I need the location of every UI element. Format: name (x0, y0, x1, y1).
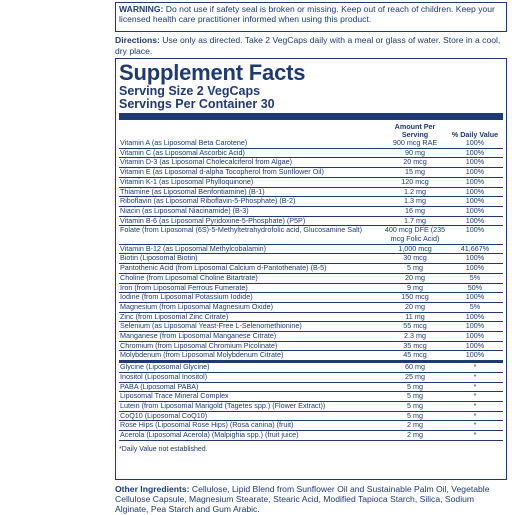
nutrient-name: Thiamine (as Liposomal Benfontiamine) (B-1) (120, 187, 265, 196)
nutrient-amount: 400 mcg DFE (235 mcg Folic Acid) (384, 225, 446, 244)
nutrient-amount: 11 mg (405, 311, 425, 321)
nutrient-name: Iron (from Liposomal Ferrous Fumerate) (120, 283, 248, 292)
thick-divider (119, 113, 503, 120)
nutrient-name: Folate (from Liposomal (6S)-5-Methyltetrahydrofolic acid, Glucosamine Salt) (120, 226, 363, 235)
nutrient-name: Zinc (from Liposomal Zinc Citrate) (120, 312, 229, 321)
nutrient-row (119, 148, 503, 158)
facts-header-row (119, 120, 503, 139)
nutrient-row (119, 187, 503, 197)
nutrient-name: Vitamin C (as Liposomal Ascorbic Acid) (120, 148, 245, 157)
other-ingredient-rows (119, 363, 503, 440)
other-ingredients-text: Cellulose, Lipid Blend from Sunflower Oil and Sustainable Palm Oil, Vegetable Cellulose Capsule, Magnesium Stearate, Stearic Acid, Modified Tapioca Starch, Silica, Sodium Alginate, Pea Starch and Gum Arabic. (115, 484, 490, 515)
nutrient-row (119, 157, 503, 167)
nutrient-name: Liposomal Trace Mineral Complex (120, 392, 229, 401)
other-ingredients-block (115, 484, 509, 515)
nutrient-name: Choline (from Liposomal Choline Bitartrate) (120, 273, 258, 282)
nutrient-row (119, 302, 503, 312)
nutrient-amount: 900 mcg RAE (392, 138, 438, 147)
nutrient-daily-value: 100% (465, 321, 485, 331)
nutrient-name: Molybdenum (from Liposomal Molybdenum Citrate) (120, 351, 284, 360)
nutrient-daily-value: 100% (465, 157, 485, 167)
nutrient-daily-value: * (473, 371, 477, 381)
nutrient-daily-value: 100% (465, 331, 485, 341)
directions-text: Use only as directed. Take 2 VegCaps daily with a meal or glass of water. Store in a cool, dry place. (115, 35, 501, 56)
nutrient-name: Biotin (Liposomal Biotin) (120, 254, 198, 263)
nutrient-name: Acerola (Liposomal Acerola) (Malpighia spp.) (fruit juice) (120, 431, 299, 440)
nutrient-row (119, 363, 503, 372)
nutrient-row (119, 177, 503, 187)
nutrient-daily-value: 41,667% (460, 243, 490, 253)
nutrient-daily-value: 100% (465, 205, 485, 215)
nutrient-amount: 60 mg (405, 362, 425, 372)
nutrient-amount: 20 mcg (403, 157, 427, 167)
nutrient-amount: 30 mcg (403, 253, 427, 263)
servings-per-container: Servings Per Container 30 (119, 97, 275, 111)
directions-label: Directions: (115, 35, 160, 45)
nutrient-name: Vitamin A (as Liposomal Beta Carotene) (120, 139, 248, 147)
nutrient-name: Magnesium (from Liposomal Magnesium Oxide) (120, 302, 273, 311)
nutrient-amount: 20 mg (405, 272, 425, 282)
nutrient-daily-value: * (473, 381, 477, 391)
nutrient-name: Vitamin K-1 (as Liposomal Phylloquinone) (120, 177, 254, 186)
nutrient-amount: 55 mcg (403, 321, 427, 331)
nutrient-daily-value: 100% (465, 147, 485, 157)
nutrient-row (119, 350, 503, 360)
nutrient-amount: 1.7 mg (404, 215, 426, 225)
nutrient-daily-value: 100% (465, 225, 485, 235)
warning-text: Do not use if safety seal is broken or missing. Keep out of reach of children. Keep your licensed health care practitioner informed when using this product. (119, 4, 495, 24)
nutrient-amount: 20 mg (405, 301, 425, 311)
nutrient-row (119, 216, 503, 226)
nutrient-name: Inositol (Liposomal Inositol) (120, 372, 208, 381)
nutrient-name: CoQ10 (Liposomal CoQ10) (120, 411, 208, 420)
nutrient-name: Lutein (from Liposomal Marigold (Tagetes spp.) (Flower Extract)) (120, 401, 326, 410)
nutrient-amount: 16 mg (405, 205, 425, 215)
nutrient-daily-value: * (473, 362, 477, 372)
nutrient-amount: 1.2 mg (404, 186, 426, 196)
nutrient-amount: 5 mg (407, 391, 423, 401)
nutrient-row (119, 283, 503, 293)
nutrient-amount: 5 mg (407, 400, 423, 410)
nutrient-name: Glycine (Liposomal Glycine) (120, 363, 210, 372)
nutrient-amount: 120 mcg (401, 176, 429, 186)
nutrient-row (119, 411, 503, 421)
nutrient-amount: 2 mg (407, 420, 423, 430)
nutrient-amount: 9 mg (407, 282, 423, 292)
nutrient-row (119, 225, 503, 243)
nutrient-name: Vitamin D-3 (as Liposomal Cholecalciferol from Algae) (120, 158, 293, 167)
nutrient-daily-value: 100% (465, 340, 485, 350)
nutrient-daily-value: 50% (467, 282, 483, 292)
nutrient-daily-value: 100% (465, 253, 485, 263)
nutrient-daily-value: 100% (465, 263, 485, 273)
nutrient-daily-value: * (473, 400, 477, 410)
nutrient-daily-value: 100% (465, 167, 485, 177)
nutrient-row (119, 382, 503, 392)
nutrient-amount: 1.3 mg (404, 196, 426, 206)
daily-value-footnote: *Daily Value not established. (119, 440, 503, 454)
amount-column-header: Amount Per Serving (394, 122, 436, 139)
nutrient-row (119, 321, 503, 331)
nutrient-name: Selenium (as Liposomal Yeast-Free L-Selenomethionine) (120, 322, 302, 331)
supplement-facts-title: Supplement Facts (119, 60, 306, 85)
nutrient-row (119, 391, 503, 401)
nutrient-row (119, 196, 503, 206)
nutrient-amount: 1,000 mcg (398, 243, 432, 253)
nutrient-daily-value: 100% (465, 138, 485, 147)
nutrient-name: Vitamin B-6 (as Liposomal Pyridoxine-5-Phosphate) (P5P) (120, 216, 306, 225)
nutrient-daily-value: * (473, 410, 477, 420)
nutrient-row (119, 420, 503, 430)
nutrient-daily-value: 100% (465, 176, 485, 186)
nutrient-row (119, 312, 503, 322)
nutrient-name: Chromium (from Liposomal Chromium Picolinate) (120, 341, 278, 350)
nutrient-row (119, 253, 503, 263)
nutrient-daily-value: 100% (465, 196, 485, 206)
nutrient-daily-value: 5% (469, 301, 481, 311)
nutrient-amount: 35 mcg (403, 340, 427, 350)
nutrient-row (119, 331, 503, 341)
nutrient-amount: 2 mg (407, 430, 423, 440)
nutrient-row (119, 263, 503, 273)
nutrient-name: Vitamin E (as Liposomal d-alpha Tocopherol from Sunflower Oil) (120, 168, 324, 177)
nutrient-row (119, 139, 503, 148)
daily-value-column-header: % Daily Value (451, 130, 499, 139)
nutrient-amount: 5 mg (407, 381, 423, 391)
nutrient-name: Vitamin B-12 (as Liposomal Methylcobalamin) (120, 244, 267, 253)
nutrient-name: Riboflavin (as Liposomal Riboflavin-5-Phosphate) (B-2) (120, 197, 296, 206)
nutrient-name: Iodine (from Liposomal Potassium Iodide) (120, 293, 253, 302)
nutrient-daily-value: 100% (465, 292, 485, 302)
nutrient-row (119, 372, 503, 382)
nutrient-amount: 150 mcg (401, 292, 429, 302)
nutrient-amount: 15 mg (405, 167, 425, 177)
nutrient-row (119, 273, 503, 283)
nutrient-amount: 2.3 mg (404, 331, 426, 341)
nutrient-daily-value: 100% (465, 215, 485, 225)
nutrient-row (119, 430, 503, 440)
nutrient-daily-value: 100% (465, 350, 485, 360)
nutrient-amount: 5 mg (407, 410, 423, 420)
nutrient-name: Manganese (from Liposomal Manganese Citrate) (120, 332, 277, 341)
nutrient-row (119, 341, 503, 351)
vitamin-rows (119, 139, 503, 360)
nutrient-row (119, 401, 503, 411)
warning-box (115, 2, 507, 32)
nutrient-name: PABA (Liposomal PABA) (120, 382, 199, 391)
nutrient-name: Niacin (as Liposomal Niacinamide) (B-3) (120, 206, 249, 215)
nutrient-daily-value: 100% (465, 311, 485, 321)
warning-label: WARNING: (119, 4, 164, 14)
nutrient-daily-value: 5% (469, 272, 481, 282)
nutrient-amount: 90 mg (405, 147, 425, 157)
supplement-facts-panel (115, 58, 507, 480)
nutrient-amount: 5 mg (407, 263, 423, 273)
nutrient-row (119, 167, 503, 177)
nutrient-amount: 45 mcg (403, 350, 427, 360)
nutrient-name: Pantothenic Acid (from Liposomal Calcium d-Pantothenate) (B-5) (120, 264, 327, 273)
nutrient-row (119, 206, 503, 216)
nutrient-daily-value: * (473, 430, 477, 440)
nutrient-daily-value: * (473, 420, 477, 430)
nutrient-daily-value: 100% (465, 186, 485, 196)
nutrient-daily-value: * (473, 391, 477, 401)
nutrient-row (119, 244, 503, 254)
nutrient-amount: 25 mg (405, 371, 425, 381)
nutrient-name: Rose Hips (Liposomal Rose Hips) (Rosa canina) (fruit) (120, 421, 294, 430)
other-ingredients-label: Other Ingredients: (115, 484, 190, 494)
serving-size: Serving Size 2 VegCaps (119, 84, 261, 98)
nutrient-row (119, 292, 503, 302)
directions-text-block (115, 35, 507, 56)
